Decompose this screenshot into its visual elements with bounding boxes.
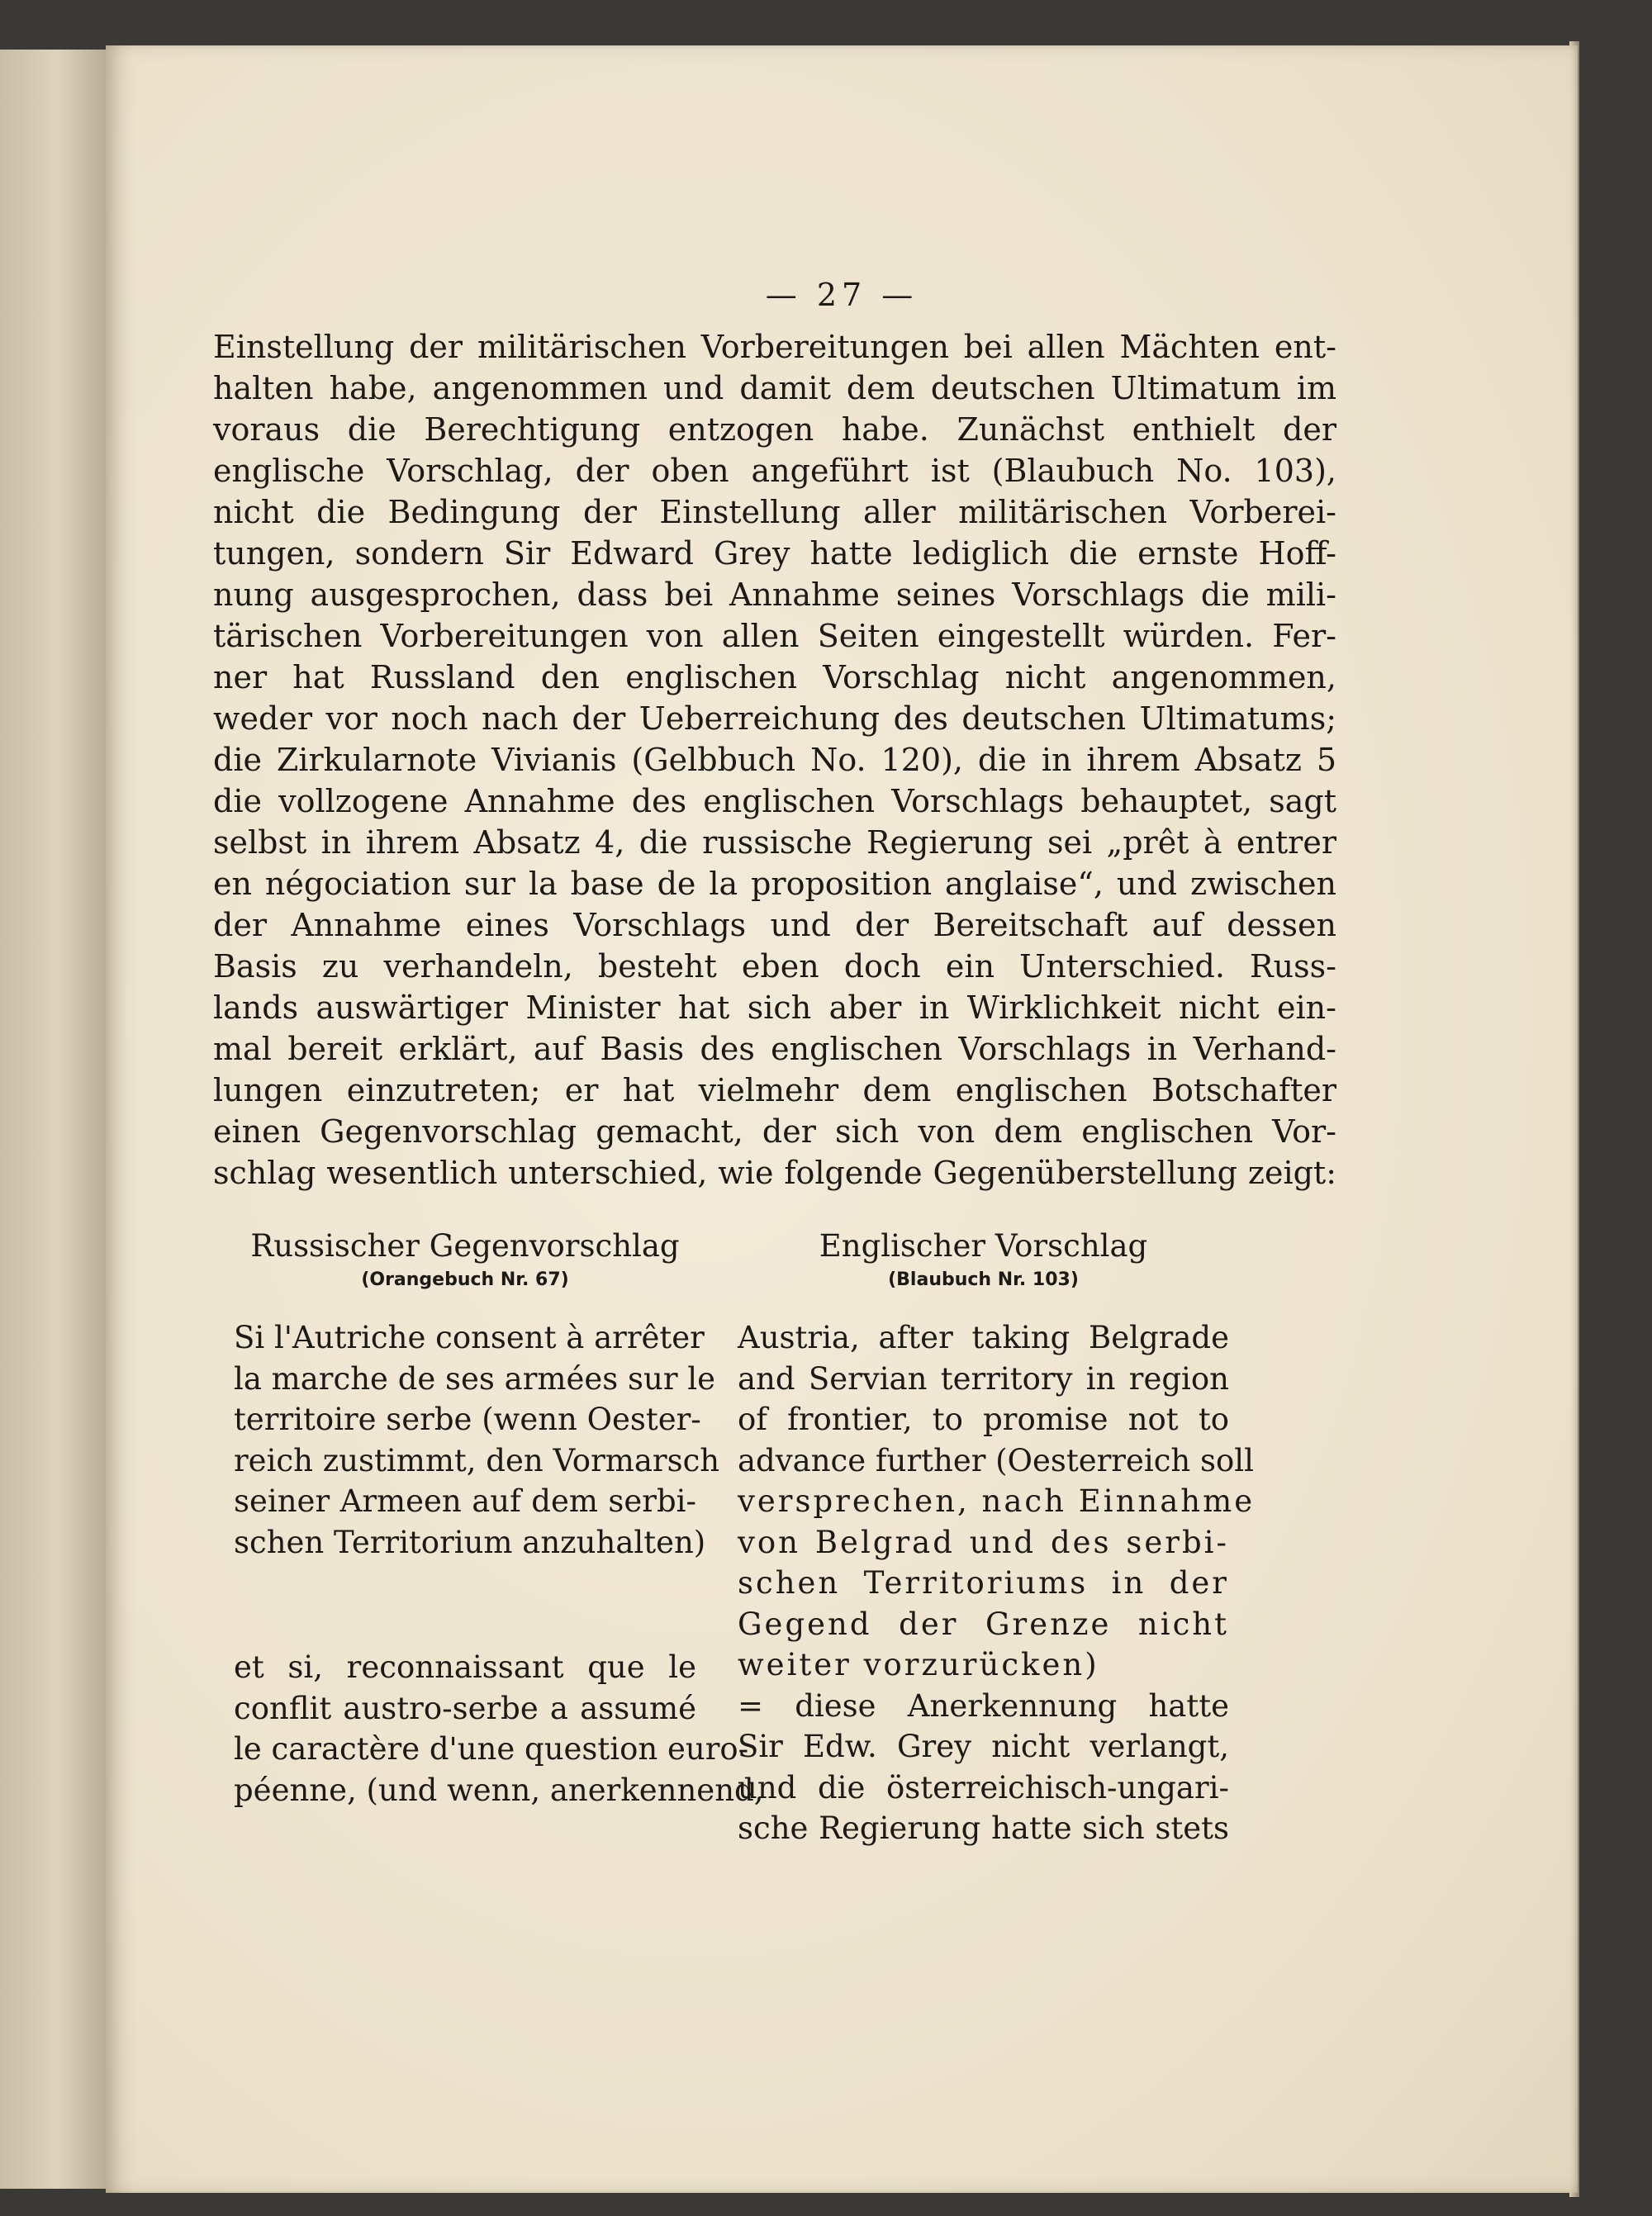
body-line: lungen einzutreten; er hat vielmehr dem englischen Botschafter — [213, 1072, 1336, 1108]
column-line: schen Territoriums in der — [738, 1565, 1229, 1601]
russian-proposal-source: (Orangebuch Nr. 67) — [361, 1269, 569, 1290]
body-line: lands auswärtiger Minister hat sich aber in Wirklichkeit nicht ein- — [213, 989, 1336, 1026]
body-line: die vollzogene Annahme des englischen Vorschlags behauptet, sagt — [213, 783, 1336, 819]
column-line: weiter vorzurücken) — [738, 1647, 1099, 1682]
body-paragraph — [213, 326, 1336, 1193]
column-line: conflit austro-serbe a assumé — [234, 1690, 696, 1726]
body-line: einen Gegenvorschlag gemacht, der sich von dem englischen Vor- — [213, 1113, 1336, 1150]
column-line: Gegend der Grenze nicht — [738, 1606, 1229, 1642]
english-proposal-column — [738, 1227, 1256, 1849]
body-line: Basis zu verhandeln, besteht eben doch ein Unterschied. Russ- — [213, 948, 1336, 985]
body-line: ner hat Russland den englischen Vorschlag nicht angenommen, — [213, 659, 1336, 695]
body-line: en négociation sur la base de la proposition anglaise“, und zwischen — [213, 866, 1336, 902]
body-line: nung ausgesprochen, dass bei Annahme seines Vorschlags die mili- — [213, 577, 1336, 613]
column-line: Sir Edw. Grey nicht verlangt, — [738, 1729, 1229, 1764]
body-line: mal bereit erklärt, auf Basis des englischen Vorschlags in Verhand- — [213, 1031, 1336, 1067]
page-number: — 27 — — [765, 277, 919, 313]
body-line: weder vor noch nach der Ueberreichung des deutschen Ultimatums; — [213, 700, 1336, 737]
column-line: sche Regierung hatte sich stets — [738, 1810, 1229, 1846]
body-line: selbst in ihrem Absatz 4, die russische Regierung sei „prêt à entrer — [213, 824, 1336, 861]
column-line: territoire serbe (wenn Oester- — [234, 1402, 701, 1437]
column-line: seiner Armeen auf dem serbi- — [234, 1483, 696, 1519]
column-line: von Belgrad und des serbi- — [738, 1524, 1229, 1560]
column-gap — [234, 1563, 696, 1647]
column-line: et si, reconnaissant que le — [234, 1649, 696, 1685]
body-line: voraus die Berechtigung entzogen habe. Zunächst enthielt der — [213, 411, 1336, 448]
body-line: nicht die Bedingung der Einstellung aller militärischen Vorberei- — [213, 494, 1336, 530]
column-line: Austria, after taking Belgrade — [738, 1320, 1229, 1355]
body-line: schlag wesentlich unterschied, wie folgende Gegenüberstellung zeigt: — [213, 1155, 1336, 1191]
column-line: Si l'Autriche consent à arrêter — [234, 1320, 705, 1355]
english-proposal-source: (Blaubuch Nr. 103) — [888, 1269, 1079, 1290]
column-line: versprechen, nach Einnahme — [738, 1483, 1256, 1519]
column-line: advance further (Oesterreich soll — [738, 1442, 1254, 1478]
column-line: reich zustimmt, den Vormarsch — [234, 1442, 720, 1478]
russian-proposal-heading: Russischer Gegenvorschlag — [250, 1228, 680, 1264]
body-line: der Annahme eines Vorschlags und der Bereitschaft auf dessen — [213, 907, 1336, 943]
column-line: péenne, (und wenn, anerkennend, — [234, 1772, 764, 1808]
column-line: und die österreichisch-ungari- — [738, 1769, 1229, 1806]
facing-page-edge — [0, 50, 106, 2189]
english-proposal-heading: Englischer Vorschlag — [819, 1228, 1148, 1264]
column-line: of frontier, to promise not to — [738, 1402, 1229, 1437]
body-line: englische Vorschlag, der oben angeführt ist (Blaubuch No. 103), — [213, 453, 1336, 489]
column-line: and Servian territory in region — [738, 1360, 1229, 1397]
column-line: = diese Anerkennung hatte — [738, 1687, 1229, 1724]
column-line: schen Territorium anzuhalten) — [234, 1524, 706, 1560]
column-line: le caractère d'une question euro- — [234, 1731, 749, 1767]
russian-proposal-column — [234, 1227, 764, 1810]
body-line: halten habe, angenommen und damit dem deutschen Ultimatum im — [213, 370, 1336, 406]
body-line: Einstellung der militärischen Vorbereitungen bei allen Mächten ent- — [213, 329, 1336, 365]
body-line: tärischen Vorbereitungen von allen Seiten eingestellt würden. Fer- — [213, 618, 1336, 654]
body-line: tungen, sondern Sir Edward Grey hatte lediglich die ernste Hoff- — [213, 535, 1336, 572]
body-line: die Zirkularnote Vivianis (Gelbbuch No. 120), die in ihrem Absatz 5 — [213, 742, 1336, 778]
column-line: la marche de ses armées sur le — [234, 1360, 716, 1397]
